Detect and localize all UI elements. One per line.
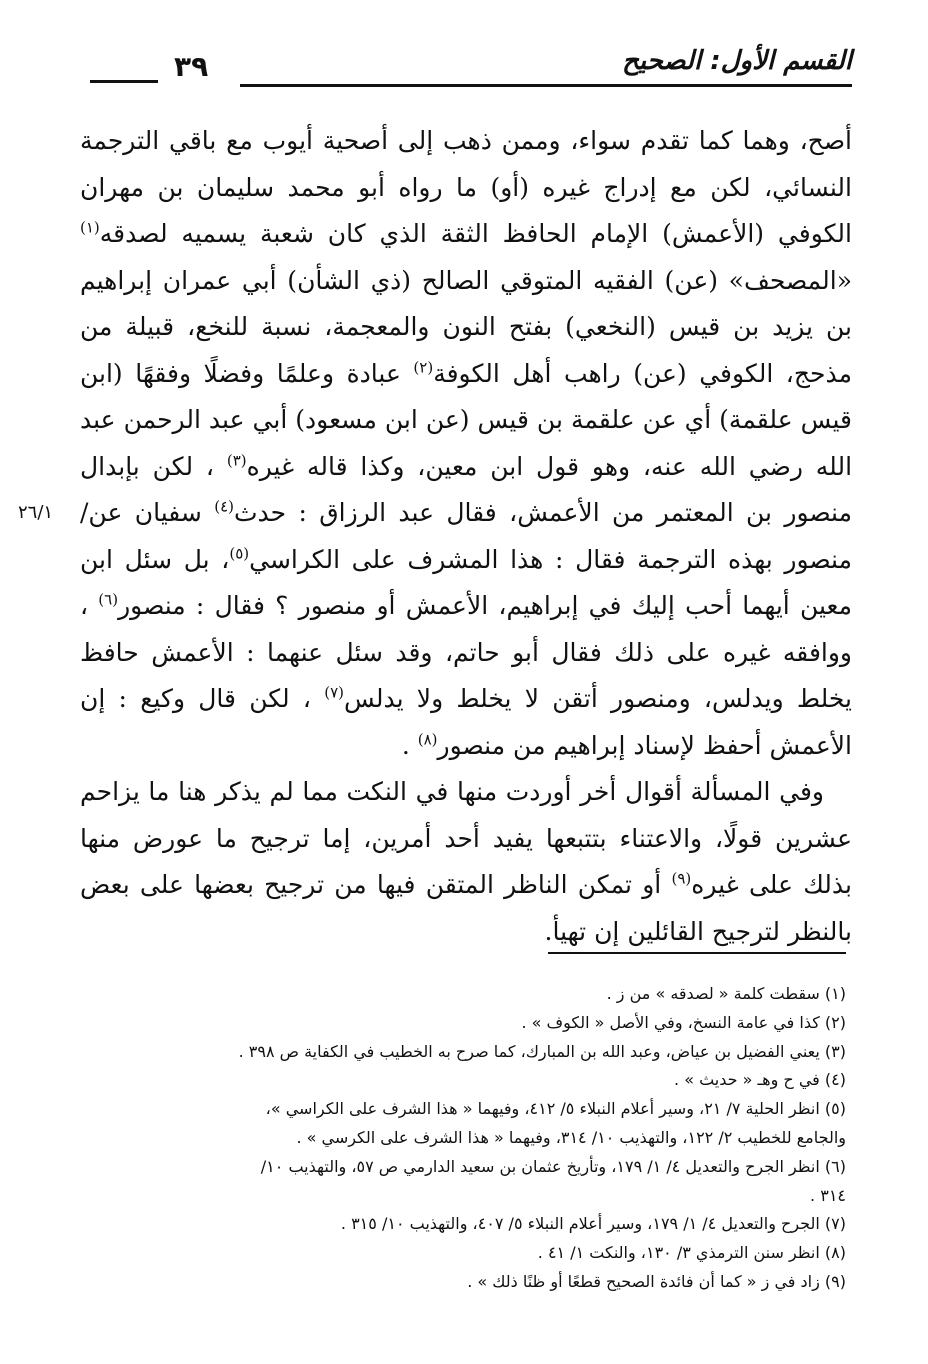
text-line: بفتح النون والمعجمة، نسبة للنخع، قبيلة من مذحج، الكوفي (عن) راهب أهل bbox=[80, 312, 852, 388]
footnote: (٢) كذا في عامة النسخ، وفي الأصل « الكوف » . bbox=[521, 1012, 846, 1032]
text-line: عبادة وعلمًا وفضلًا وفقهًا (ابن قيس علقمة) أي عن علقمة بن قيس (عن bbox=[80, 358, 852, 434]
footnote: (٩) زاد في ز « كما أن فائدة الصحيح قطعًا أو ظنًا ذلك » . bbox=[467, 1271, 846, 1291]
footnotes bbox=[70, 980, 846, 1297]
footnote-ref: (٨) bbox=[417, 730, 438, 749]
footnote: (١) سقطت كلمة « لصدقه » من ز . bbox=[606, 984, 846, 1003]
text-line: ، لكن بإبدال منصور بن المعتمر من الأعمش، فقال عبد الرزاق : bbox=[80, 451, 852, 527]
paragraph-2 bbox=[80, 769, 852, 955]
main-text bbox=[80, 118, 852, 955]
footnote: (٥) انظر الحلية ٧/ ٢١، وسير أعلام النبلاء ٥/ ٤١٢، وفيهما « هذا الشرف على الكراسي »، bbox=[265, 1099, 846, 1119]
text-line: (الأعمش) الإمام الحافظ الثقة الذي كان شعبة يسميه لصدقه bbox=[99, 219, 765, 248]
footnote-ref: (٩) bbox=[671, 869, 692, 888]
text-line: حافظ يخلط ويدلس، ومنصور أتقن لا يخلط ولا يدلس bbox=[80, 637, 852, 713]
text-line: . bbox=[401, 730, 418, 760]
text-line: أو تمكن الناظر المتقن فيها من ترجيح بعضها على بعض بالنظر bbox=[80, 870, 852, 946]
text-line: عشرين قولًا، والاعتناء بتتبعها يفيد أحد أمرين، إما ترجيح ما عورض منها بذلك bbox=[80, 823, 852, 899]
text-line: ، لكن قال وكيع : إن bbox=[80, 684, 325, 713]
running-title: القسم الأول: الصحيح bbox=[622, 46, 852, 76]
paragraph-1 bbox=[80, 118, 852, 769]
footnote-separator bbox=[548, 952, 846, 954]
text-line: حدث bbox=[234, 498, 287, 527]
footnote: (٤) في ح وهـ « حديث » . bbox=[674, 1070, 846, 1090]
text-line: ، bbox=[221, 544, 230, 574]
footnote: ٣١٤ . bbox=[810, 1185, 846, 1205]
header-rule-left bbox=[90, 80, 158, 83]
text-line: ، ووافقه غيره على ذلك فقال أبو حاتم، وقد سئل عنهما : الأعمش bbox=[80, 591, 852, 667]
text-line: سفيان عن/ منصور بهذه الترجمة فقال : هذا المشرف على الكراسي bbox=[80, 498, 852, 574]
text-line: منصور bbox=[118, 591, 186, 620]
text-line: على غيره bbox=[691, 870, 793, 899]
footnote-ref: (٧) bbox=[324, 683, 344, 702]
footnote-ref: (٥) bbox=[229, 544, 250, 563]
text-line: لترجيح القائلين إن تهيأ. bbox=[544, 916, 780, 946]
header-rule bbox=[240, 84, 852, 87]
footnote-ref: (٦) bbox=[98, 590, 119, 609]
text-line: «المصحف» (عن) bbox=[664, 265, 852, 295]
page-number: ٣٩ bbox=[174, 50, 209, 83]
text-line: أصح، وهما كما تقدم سواء، وممن ذهب إلى أصحية أيوب مع باقي الترجمة bbox=[80, 126, 852, 155]
footnote-ref: (٢) bbox=[413, 358, 434, 377]
footnote: (٨) انظر سنن الترمذي ٣/ ١٣٠، والنكت ١/ ٤١ . bbox=[537, 1243, 846, 1263]
footnote-ref: (١) bbox=[80, 218, 100, 237]
footnote: (٣) يعني الفضيل بن عياض، وعبد الله بن المبارك، كما صرح به الخطيب في الكفاية ص ٣٩٨ . bbox=[238, 1041, 846, 1061]
text-line: النسائي، لكن مع إدراج غيره (أو) ما رواه أبو محمد سليمان بن مهران الكوفي bbox=[80, 172, 852, 248]
text-line: ابن مسعود) أبي عبد الرحمن عبد الله رضي الله عنه، وهو قول ابن معين، وكذا bbox=[80, 405, 853, 481]
footnote: (٧) الجرح والتعديل ٤/ ١/ ١٧٩، وسير أعلام النبلاء ٥/ ٤٠٧، والتهذيب ١٠/ ٣١٥ . bbox=[340, 1214, 846, 1234]
text-line: وفي المسألة أقوال أخر أوردت منها في النكت مما لم يذكر هنا ما يزاحم bbox=[80, 777, 824, 806]
page-header bbox=[82, 40, 852, 94]
footnote-ref: (٣) bbox=[226, 451, 247, 470]
text-line: الكوفة bbox=[433, 358, 500, 388]
margin-manuscript-reference: ٢٦/١ bbox=[18, 502, 54, 523]
footnote: (٦) انظر الجرح والتعديل ٤/ ١/ ١٧٩، وتأريخ عثمان بن سعيد الدارمي ص ٥٧، والتهذيب ١٠/ bbox=[260, 1156, 846, 1176]
text-line: الفقيه المتوقي الصالح (ذي الشأن) أبي عمران إبراهيم بن يزيد بن قيس (النخعي) bbox=[80, 265, 852, 341]
footnote-ref: (٤) bbox=[214, 497, 234, 516]
text-line: بل سئل ابن معين أيهما أحب إليك في إبراهيم، الأعمش أو منصور ؟ فقال : bbox=[80, 544, 853, 620]
footnote: والجامع للخطيب ٢/ ١٢٢، والتهذيب ١٠/ ٣١٤، وفيهما « هذا الشرف على الكرسي » . bbox=[296, 1127, 846, 1147]
text-line: الأعمش أحفظ لإسناد إبراهيم من منصور bbox=[437, 730, 852, 760]
text-line: قاله غيره bbox=[246, 451, 348, 481]
